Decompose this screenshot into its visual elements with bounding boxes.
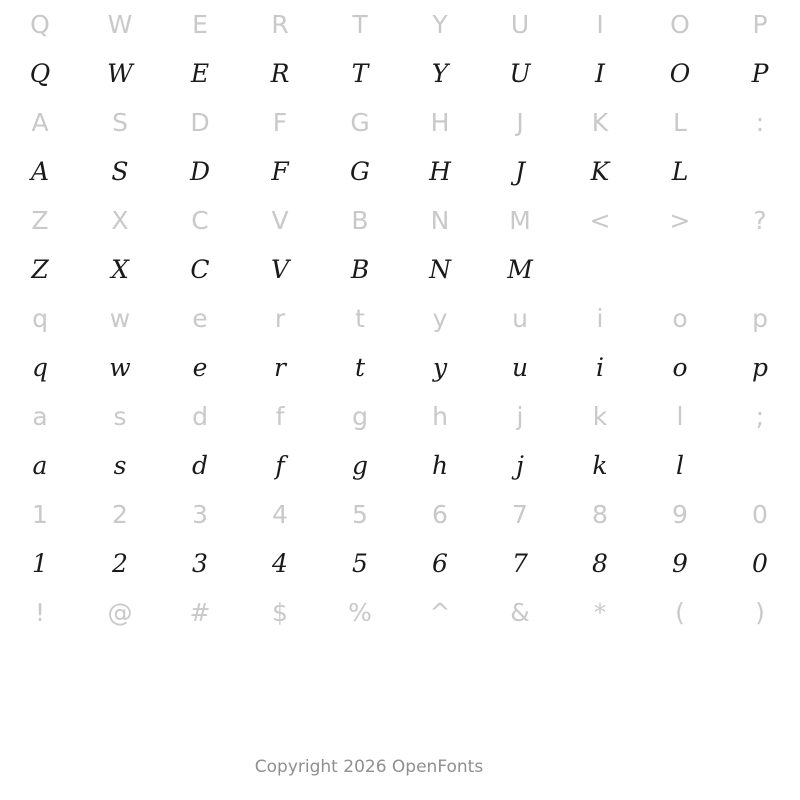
glyph-cell: T: [351, 59, 369, 88]
glyph-cell: a: [32, 451, 48, 480]
glyph-cell: 6: [432, 549, 448, 578]
glyph-cell: f: [275, 451, 285, 480]
glyph-cell: 7: [512, 500, 528, 529]
glyph-cell: F: [272, 108, 288, 137]
glyph-cell: O: [670, 10, 690, 39]
glyph-cell: h: [431, 451, 449, 480]
glyph-cell: r: [274, 304, 286, 333]
glyph-cell: ): [755, 598, 765, 627]
glyph-cell: 8: [592, 500, 608, 529]
glyph-cell: Y: [431, 59, 449, 88]
glyph-cell: 3: [192, 549, 208, 578]
glyph-cell: W: [107, 10, 133, 39]
copyright-notice: Copyright 2026 OpenFonts: [254, 757, 484, 777]
glyph-cell: q: [32, 304, 48, 333]
glyph-cell: u: [512, 304, 528, 333]
glyph-cell: t: [355, 304, 365, 333]
specimen-row: [0, 49, 800, 98]
glyph-cell: 7: [512, 549, 528, 578]
glyph-cell: <: [589, 206, 611, 235]
glyph-cell: k: [592, 402, 608, 431]
glyph-cell: o: [672, 304, 688, 333]
glyph-cell: Z: [31, 255, 49, 284]
glyph-cell: ^: [429, 598, 451, 627]
glyph-cell: H: [430, 108, 450, 137]
glyph-cell: 2: [112, 500, 128, 529]
glyph-cell: h: [432, 402, 448, 431]
glyph-cell: X: [111, 206, 129, 235]
specimen-row: [0, 245, 800, 294]
glyph-cell: g: [352, 402, 368, 431]
glyph-cell: $: [272, 598, 288, 627]
glyph-cell: 5: [352, 500, 368, 529]
glyph-cell: I: [595, 59, 605, 88]
glyph-cell: 9: [672, 549, 688, 578]
glyph-cell: (: [675, 598, 685, 627]
glyph-cell: s: [113, 451, 127, 480]
glyph-cell: S: [111, 157, 129, 186]
reference-row: [0, 294, 800, 343]
glyph-cell: y: [432, 304, 448, 333]
glyph-cell: H: [429, 157, 451, 186]
glyph-cell: M: [507, 255, 533, 284]
glyph-cell: u: [511, 353, 529, 382]
glyph-cell: A: [30, 157, 50, 186]
glyph-cell: 5: [352, 549, 368, 578]
glyph-cell: P: [751, 59, 769, 88]
glyph-cell: E: [192, 10, 208, 39]
glyph-cell: !: [34, 598, 46, 627]
glyph-cell: F: [271, 157, 289, 186]
glyph-cell: L: [673, 108, 687, 137]
glyph-cell: W: [107, 59, 133, 88]
glyph-cell: #: [189, 598, 211, 627]
glyph-cell: L: [671, 157, 689, 186]
glyph-cell: 1: [32, 549, 48, 578]
glyph-cell: K: [590, 157, 610, 186]
glyph-cell: S: [112, 108, 128, 137]
glyph-cell: ?: [753, 206, 767, 235]
glyph-cell: w: [109, 353, 131, 382]
glyph-cell: 2: [112, 549, 128, 578]
glyph-cell: C: [191, 206, 209, 235]
glyph-cell: f: [275, 402, 285, 431]
glyph-cell: 0: [752, 549, 768, 578]
glyph-cell: G: [350, 108, 370, 137]
glyph-cell: l: [676, 402, 684, 431]
glyph-cell: B: [351, 206, 369, 235]
glyph-cell: P: [752, 10, 768, 39]
reference-row: [0, 490, 800, 539]
glyph-cell: X: [111, 255, 129, 284]
glyph-cell: V: [270, 255, 290, 284]
glyph-cell: I: [596, 10, 604, 39]
glyph-cell: j: [516, 402, 524, 431]
glyph-cell: >: [669, 206, 691, 235]
glyph-cell: R: [270, 59, 290, 88]
reference-row: [0, 588, 800, 637]
glyph-cell: p: [751, 353, 768, 382]
glyph-cell: *: [593, 598, 607, 627]
glyph-cell: 4: [272, 500, 288, 529]
glyph-cell: Y: [432, 10, 448, 39]
glyph-cell: j: [516, 451, 524, 480]
glyph-cell: p: [752, 304, 768, 333]
glyph-cell: Q: [29, 59, 51, 88]
glyph-cell: B: [350, 255, 370, 284]
reference-row: [0, 98, 800, 147]
specimen-row: [0, 343, 800, 392]
glyph-cell: g: [351, 451, 368, 480]
glyph-cell: Z: [31, 206, 49, 235]
glyph-cell: N: [429, 255, 451, 284]
glyph-cell: N: [430, 206, 450, 235]
glyph-cell: U: [509, 59, 531, 88]
glyph-cell: T: [352, 10, 368, 39]
glyph-cell: o: [672, 353, 688, 382]
glyph-cell: 8: [592, 549, 608, 578]
glyph-cell: &: [510, 598, 530, 627]
glyph-cell: J: [516, 108, 524, 137]
glyph-cell: G: [350, 157, 370, 186]
glyph-cell: e: [192, 304, 208, 333]
glyph-cell: E: [190, 59, 210, 88]
footer: [0, 757, 800, 777]
reference-row: [0, 196, 800, 245]
specimen-row: [0, 147, 800, 196]
reference-row: [0, 392, 800, 441]
glyph-cell: D: [189, 157, 211, 186]
glyph-cell: d: [191, 451, 208, 480]
glyph-cell: i: [596, 353, 604, 382]
glyph-cell: k: [592, 451, 608, 480]
glyph-cell: Q: [30, 10, 50, 39]
glyph-cell: d: [192, 402, 208, 431]
glyph-cell: e: [192, 353, 208, 382]
glyph-cell: s: [113, 402, 127, 431]
glyph-cell: 1: [32, 500, 48, 529]
glyph-cell: :: [755, 108, 765, 137]
glyph-cell: C: [190, 255, 210, 284]
glyph-cell: a: [32, 402, 48, 431]
glyph-cell: t: [354, 353, 366, 382]
glyph-cell: 0: [752, 500, 768, 529]
glyph-cell: A: [31, 108, 49, 137]
glyph-cell: 4: [272, 549, 288, 578]
specimen-row: [0, 539, 800, 588]
specimen-row: [0, 441, 800, 490]
glyph-cell: 6: [432, 500, 448, 529]
glyph-cell: 9: [672, 500, 688, 529]
glyph-cell: l: [676, 451, 684, 480]
glyph-cell: 3: [192, 500, 208, 529]
glyph-cell: @: [107, 598, 133, 627]
glyph-cell: K: [591, 108, 609, 137]
glyph-cell: i: [596, 304, 604, 333]
glyph-cell: V: [271, 206, 289, 235]
glyph-cell: R: [271, 10, 289, 39]
glyph-cell: D: [190, 108, 210, 137]
glyph-cell: q: [31, 353, 48, 382]
reference-row: [0, 0, 800, 49]
glyph-cell: U: [510, 10, 530, 39]
glyph-cell: M: [509, 206, 531, 235]
glyph-cell: w: [109, 304, 131, 333]
glyph-cell: y: [432, 353, 448, 382]
glyph-cell: %: [348, 598, 372, 627]
glyph-cell: O: [669, 59, 691, 88]
glyph-cell: r: [274, 353, 286, 382]
glyph-cell: ;: [755, 402, 765, 431]
glyph-cell: J: [514, 157, 526, 186]
